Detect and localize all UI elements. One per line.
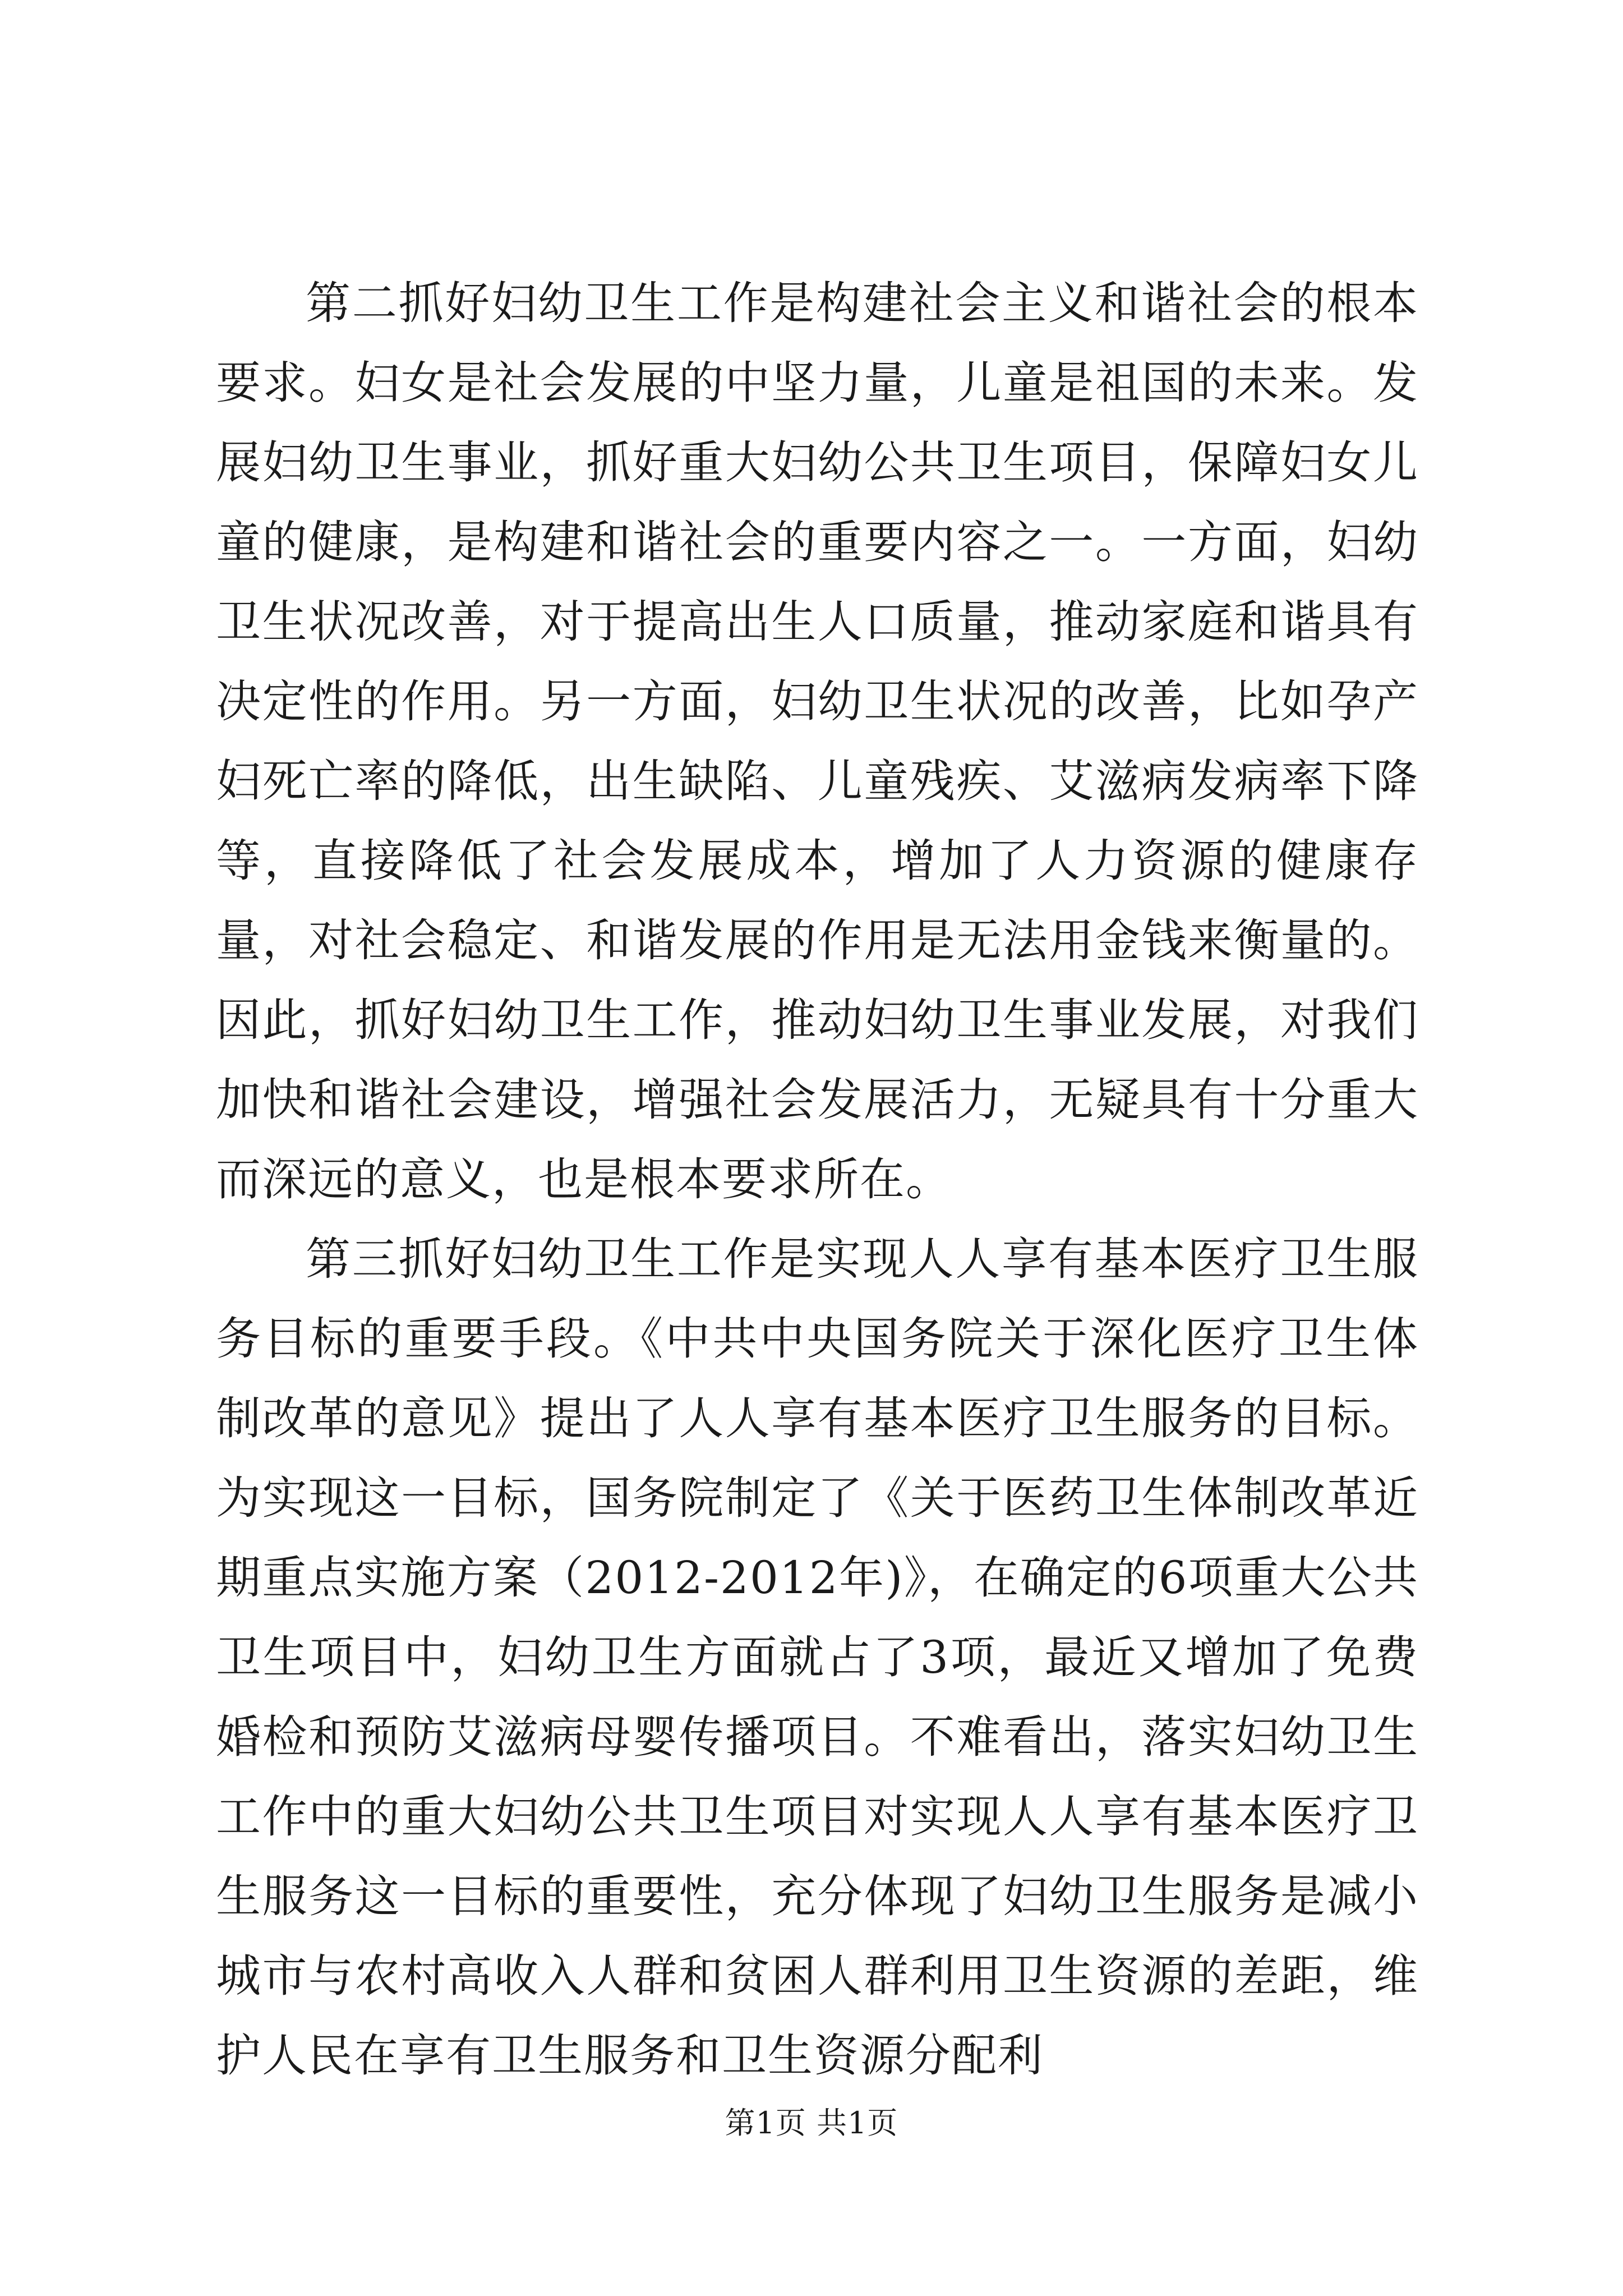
paragraph-3: 第三抓好妇幼卫生工作是实现人人享有基本医疗卫生服务目标的重要手段。《中共中央国务院关于深化医疗卫生体制改革的意见》提出了人人享有基本医疗卫生服务的目标。为实现这一目标，国务院制定了《关于医药卫生体制改革近期重点实施方案（2012-2012年)》，在确定的6项重大公共卫生项目中，妇幼卫生方面就占了3项，最近又增加了免费婚检和预防艾滋病母婴传播项目。不难看出，落实妇幼卫生工作中的重大妇幼公共卫生项目对实现人人享有基本医疗卫生服务这一目标的重要性，充分体现了妇幼卫生服务是减小城市与农村高收入人群和贫困人群利用卫生资源的差距，维护人民在享有卫生服务和卫生资源分配利 [216, 1233, 1419, 2082]
document-body [216, 264, 1419, 2096]
paragraph-2: 第二抓好妇幼卫生工作是构建社会主义和谐社会的根本要求。妇女是社会发展的中坚力量，儿童是祖国的未来。发展妇幼卫生事业，抓好重大妇幼公共卫生项目，保障妇女儿童的健康，是构建和谐社会的重要内容之一。一方面，妇幼卫生状况改善，对于提高出生人口质量，推动家庭和谐具有决定性的作用。另一方面，妇幼卫生状况的改善，比如孕产妇死亡率的降低，出生缺陷、儿童残疾、艾滋病发病率下降等，直接降低了社会发展成本，增加了人力资源的健康存量，对社会稳定、和谐发展的作用是无法用金钱来衡量的。因此，抓好妇幼卫生工作，推动妇幼卫生事业发展，对我们加快和谐社会建设，增强社会发展活力，无疑具有十分重大而深远的意义，也是根本要求所在。 [216, 277, 1419, 1205]
page-footer: 第1页 共1页 [725, 2105, 898, 2141]
